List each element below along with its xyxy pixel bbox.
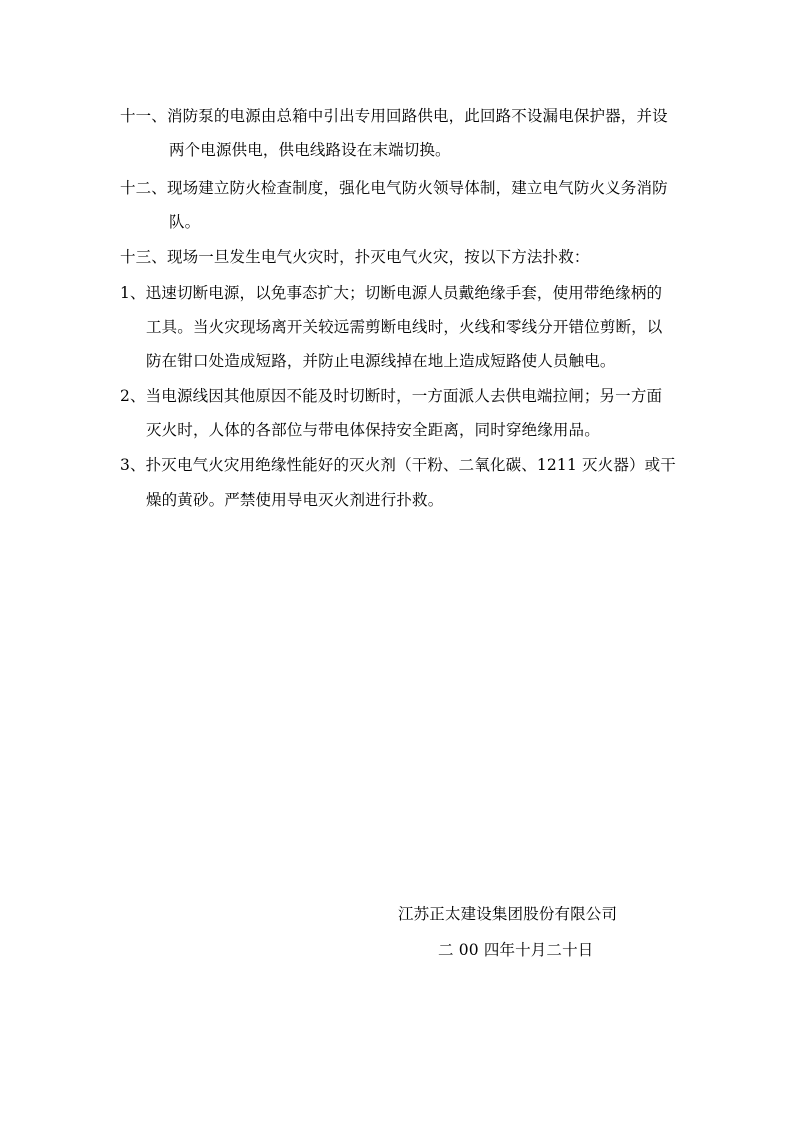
signature-date: 二 00 四年十月二十日 [438, 941, 594, 959]
item-13-line-1: 十三、现场一旦发生电气火灾时，扑灭电气火灾，按以下方法扑救： [120, 248, 590, 266]
step-1-line-3: 防在钳口处造成短路，并防止电源线掉在地上造成短路使人员触电。 [146, 352, 616, 370]
item-12-line-2: 队。 [169, 213, 201, 231]
item-11-line-1: 十一、消防泵的电源由总箱中引出专用回路供电，此回路不设漏电保护器，并设 [120, 107, 668, 125]
item-12-line-1: 十二、现场建立防火检查制度，强化电气防火领导体制，建立电气防火义务消防 [120, 179, 668, 197]
step-2-line-1: 2、当电源线因其他原因不能及时切断时，一方面派人去供电端拉闸；另一方面 [120, 387, 663, 405]
step-3-line-2: 燥的黄砂。严禁使用导电灭火剂进行扑救。 [146, 491, 444, 509]
signature-company: 江苏正太建设集团股份有限公司 [398, 905, 618, 923]
step-1-line-1: 1、迅速切断电源，以免事态扩大；切断电源人员戴绝缘手套，使用带绝缘柄的 [120, 284, 663, 302]
item-11-line-2: 两个电源供电，供电线路设在末端切换。 [169, 141, 451, 159]
step-3-line-1: 3、扑灭电气火灾用绝缘性能好的灭火剂（干粉、二氧化碳、1211 灭火器）或干 [120, 456, 676, 474]
step-1-line-2: 工具。当火灾现场离开关较远需剪断电线时，火线和零线分开错位剪断，以 [146, 318, 663, 336]
step-2-line-2: 灭火时，人体的各部位与带电体保持安全距离，同时穿绝缘用品。 [146, 421, 600, 439]
